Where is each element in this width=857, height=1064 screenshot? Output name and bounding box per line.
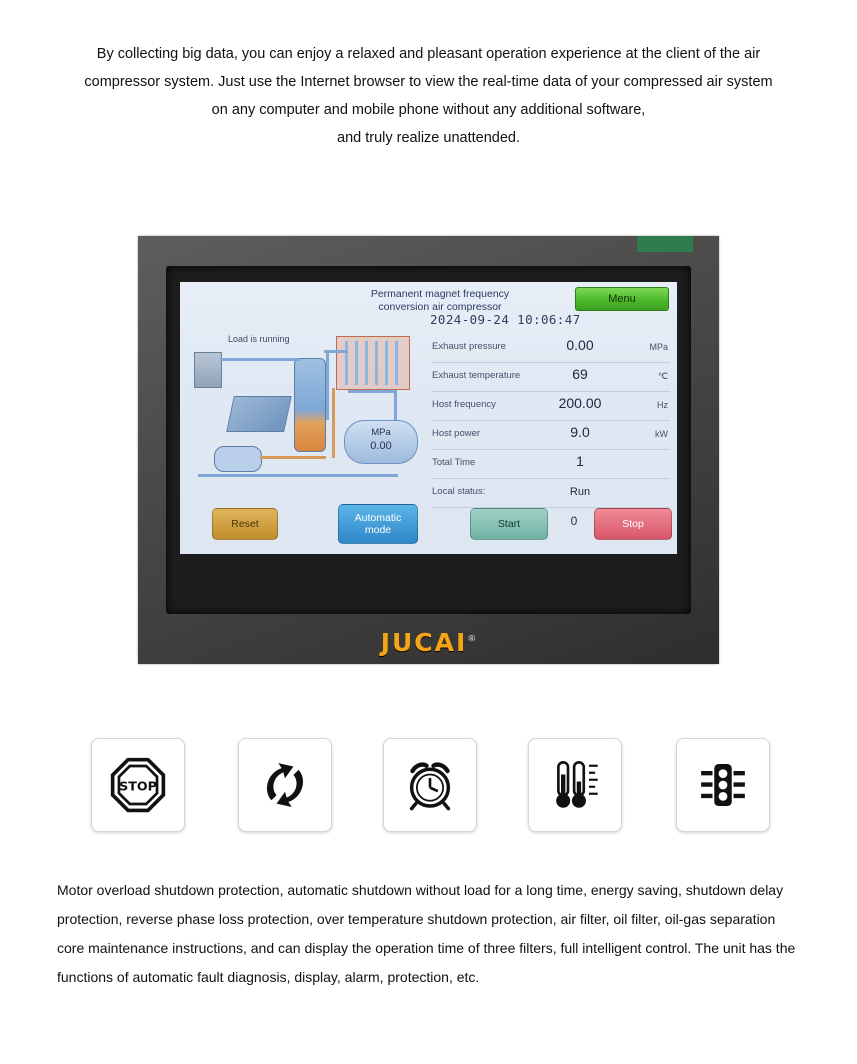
- pipe-segment: [220, 358, 300, 361]
- icon-card-stop: [91, 738, 185, 832]
- readout-unit: ℃: [657, 371, 668, 381]
- readout-value: 1: [576, 453, 584, 469]
- readout-list: [432, 334, 670, 508]
- intro-line-1: By collecting big data, you can enjoy a relaxed and pleasant operation experience at the client of the air: [96, 46, 761, 62]
- readout-value: 0.00: [566, 337, 594, 353]
- reset-button[interactable]: Reset: [212, 508, 278, 540]
- intro-paragraph: [44, 40, 814, 152]
- readout-value: Run: [569, 486, 591, 498]
- readout-label: Exhaust temperature: [432, 370, 521, 381]
- readout-unit: kW: [655, 429, 668, 439]
- feature-description-paragraph: Motor overload shutdown protection, automatic shutdown without load for a long time, energy saving, shutdown delay protection, reverse phase loss protection, over temperature shutdown protection, air filter, oil filter, oil-gas separation core maintenance instructions, and can display the operation time of three filters, full intelligent control. The unit has the functions of automatic fault diagnosis, display, alarm, protection, etc.: [57, 882, 796, 985]
- stop-button[interactable]: Stop: [594, 508, 672, 540]
- automatic-mode-label-line-1: Automatic: [354, 512, 402, 524]
- feature-icon-row: [0, 738, 857, 836]
- readout-row: [432, 392, 670, 421]
- pipe-segment: [348, 390, 396, 393]
- readout-row: [432, 421, 670, 450]
- readout-value: 69: [572, 366, 588, 382]
- brand-registered-mark: ®: [467, 634, 477, 645]
- readout-unit: MPa: [649, 342, 668, 352]
- gauge-value: 0.00: [370, 440, 392, 452]
- gauge-unit: MPa: [371, 427, 391, 438]
- pipe-segment: [332, 388, 335, 458]
- hmi-screen[interactable]: [180, 282, 677, 554]
- readout-label: Host frequency: [432, 399, 496, 410]
- hmi-bezel: [166, 266, 691, 614]
- readout-label: Local status:: [432, 486, 486, 497]
- intro-line-4: and truly realize unattended.: [337, 130, 520, 146]
- intro-line-2: compressor system. Just use the Internet browser to view the real-time data of your compressed air system: [84, 74, 773, 90]
- svg-text:STOP: STOP: [119, 778, 157, 794]
- icon-card-temperature: [528, 738, 622, 832]
- screen-title-line-2: conversion air compressor: [378, 301, 502, 313]
- cycle-counter: 0: [570, 514, 578, 528]
- intro-line-3: on any computer and mobile phone without any additional software,: [211, 102, 646, 118]
- readout-unit: Hz: [657, 400, 668, 410]
- pipe-segment: [394, 390, 397, 422]
- menu-button[interactable]: Menu: [575, 287, 669, 311]
- pipe-segment: [260, 456, 326, 459]
- hmi-panel-photo: [138, 236, 719, 664]
- start-button[interactable]: Start: [470, 508, 548, 540]
- datetime-display: 2024-09-24 10:06:47: [430, 312, 581, 327]
- schematic-status-note: Load is running: [228, 334, 290, 344]
- readout-row: [432, 363, 670, 392]
- compressor-schematic: [186, 328, 426, 498]
- icon-card-alarm-clock: [383, 738, 477, 832]
- screen-title: [330, 288, 550, 314]
- alarm-clock-icon: [402, 757, 458, 813]
- traffic-light-icon: [695, 757, 751, 813]
- pressure-gauge-graphic: [344, 420, 418, 464]
- automatic-mode-button[interactable]: [338, 504, 418, 544]
- icon-card-traffic-light: [676, 738, 770, 832]
- panel-green-tab: [637, 236, 693, 252]
- screw-element-graphic: [226, 396, 292, 432]
- cooler-graphic: [336, 336, 410, 390]
- brand-logo: [381, 628, 477, 657]
- pipe-segment: [198, 474, 398, 477]
- recycle-arrows-icon: [258, 758, 312, 812]
- screen-title-line-1: Permanent magnet frequency: [370, 288, 510, 300]
- readout-label: Host power: [432, 428, 481, 439]
- brand-strip: [138, 620, 719, 664]
- readout-row: [432, 334, 670, 363]
- icon-card-recycle: [238, 738, 332, 832]
- readout-label: Exhaust pressure: [432, 341, 506, 352]
- pipe-segment: [326, 350, 329, 420]
- readout-value: 9.0: [570, 424, 590, 440]
- thermometers-icon: [547, 757, 603, 813]
- readout-value: 200.00: [558, 395, 602, 411]
- filter-graphic: [214, 446, 262, 472]
- screen-button-bar: [180, 504, 677, 548]
- oil-separator-tank-graphic: [294, 358, 326, 452]
- motor-graphic: [194, 352, 222, 388]
- brand-logo-text: JUCAI: [380, 627, 468, 657]
- readout-row: [432, 450, 670, 479]
- stop-sign-icon: [109, 756, 167, 814]
- readout-label: Total Time: [432, 457, 476, 468]
- automatic-mode-label-line-2: mode: [364, 524, 392, 536]
